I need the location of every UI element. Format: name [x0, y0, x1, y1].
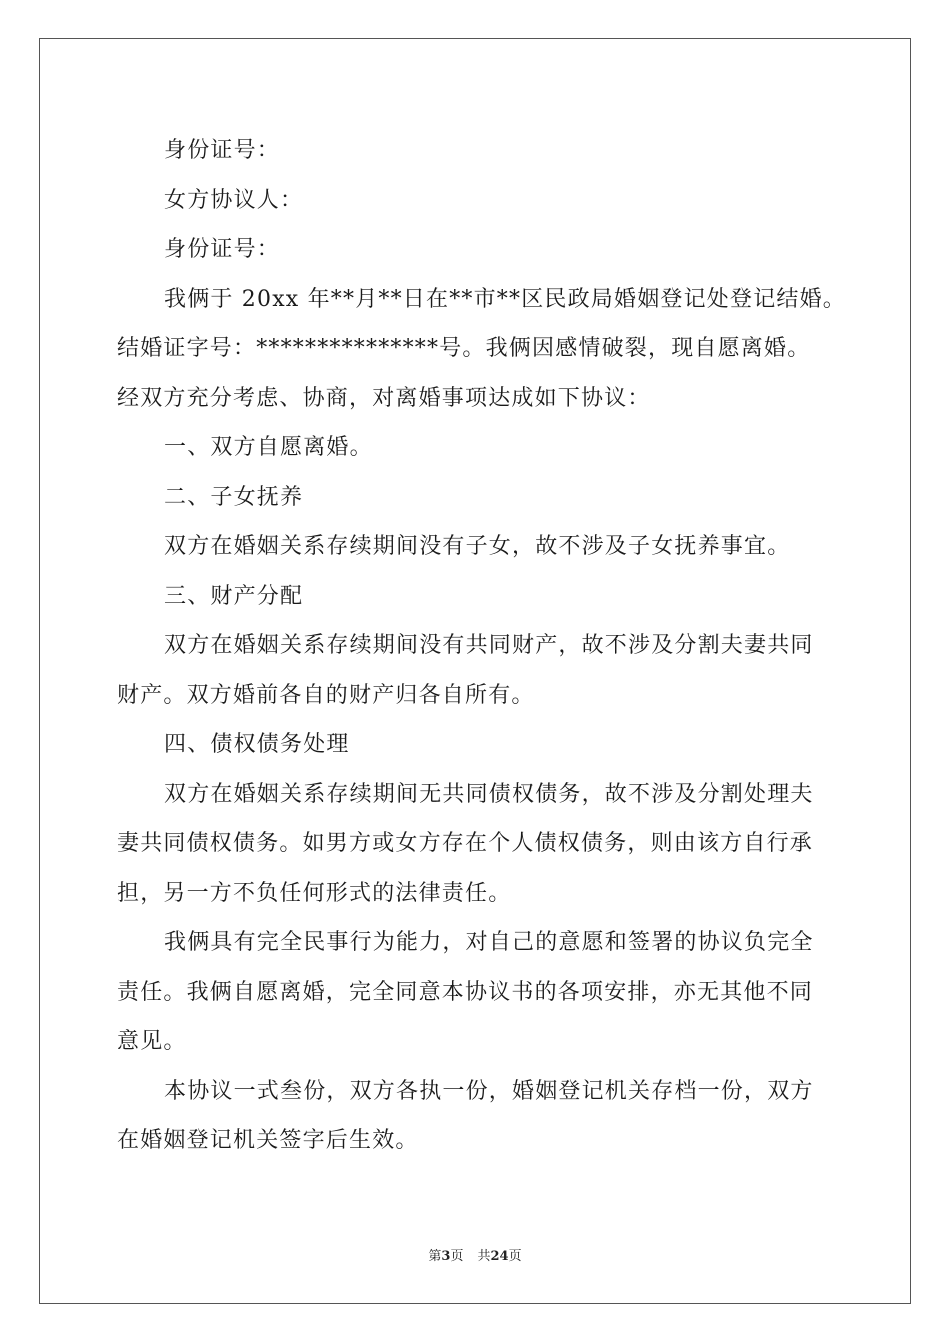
paragraph-line: 身份证号： [164, 237, 281, 262]
paragraph-line: 在婚姻登记机关签字后生效。 [117, 1128, 419, 1153]
paragraph-line: 本协议一式叁份，双方各执一份，婚姻登记机关存档一份，双方 [164, 1078, 814, 1104]
paragraph-line: 结婚证字号：***************号。我俩因感情破裂，现自愿离婚。 [117, 336, 811, 361]
total-pages: 24 [490, 1249, 509, 1264]
section-heading: 二、子女抚养 [164, 484, 304, 510]
paragraph-line: 双方在婚姻关系存续期间没有子女，故不涉及子女抚养事宜。 [164, 534, 791, 559]
section-heading: 三、财产分配 [164, 583, 304, 609]
paragraph-line: 双方在婚姻关系存续期间没有共同财产，故不涉及分割夫妻共同 [164, 633, 814, 658]
document-body [117, 126, 846, 1166]
paragraph-line: 意见。 [117, 1029, 187, 1054]
paragraph-line: 我俩于 20xx 年**月**日在**市**区民政局婚姻登记处登记结婚。 [164, 286, 846, 312]
section-heading: 四、债权债务处理 [164, 732, 350, 757]
page-number: 3 [441, 1249, 451, 1264]
total-prefix: 共 [477, 1249, 491, 1264]
paragraph-line: 身份证号： [164, 138, 281, 163]
paragraph-line: 妻共同债权债务。如男方或女方存在个人债权债务，则由该方自行承 [117, 831, 814, 856]
paragraph-line: 女方协议人： [164, 187, 304, 213]
paragraph-line: 责任。我俩自愿离婚，完全同意本协议书的各项安排，亦无其他不同 [117, 979, 814, 1005]
page-suffix: 页 [450, 1249, 464, 1264]
paragraph-line: 经双方充分考虑、协商，对离婚事项达成如下协议： [117, 385, 651, 411]
section-heading: 一、双方自愿离婚。 [164, 435, 373, 460]
paragraph-line: 担，另一方不负任何形式的法律责任。 [117, 880, 512, 906]
total-suffix: 页 [508, 1249, 522, 1264]
page-prefix: 第 [428, 1249, 442, 1264]
paragraph-line: 我俩具有完全民事行为能力，对自己的意愿和签署的协议负完全 [164, 930, 814, 955]
page-footer [0, 1248, 950, 1266]
paragraph-line: 财产。双方婚前各自的财产归各自所有。 [117, 682, 535, 708]
paragraph-line: 双方在婚姻关系存续期间无共同债权债务，故不涉及分割处理夫 [164, 781, 814, 807]
